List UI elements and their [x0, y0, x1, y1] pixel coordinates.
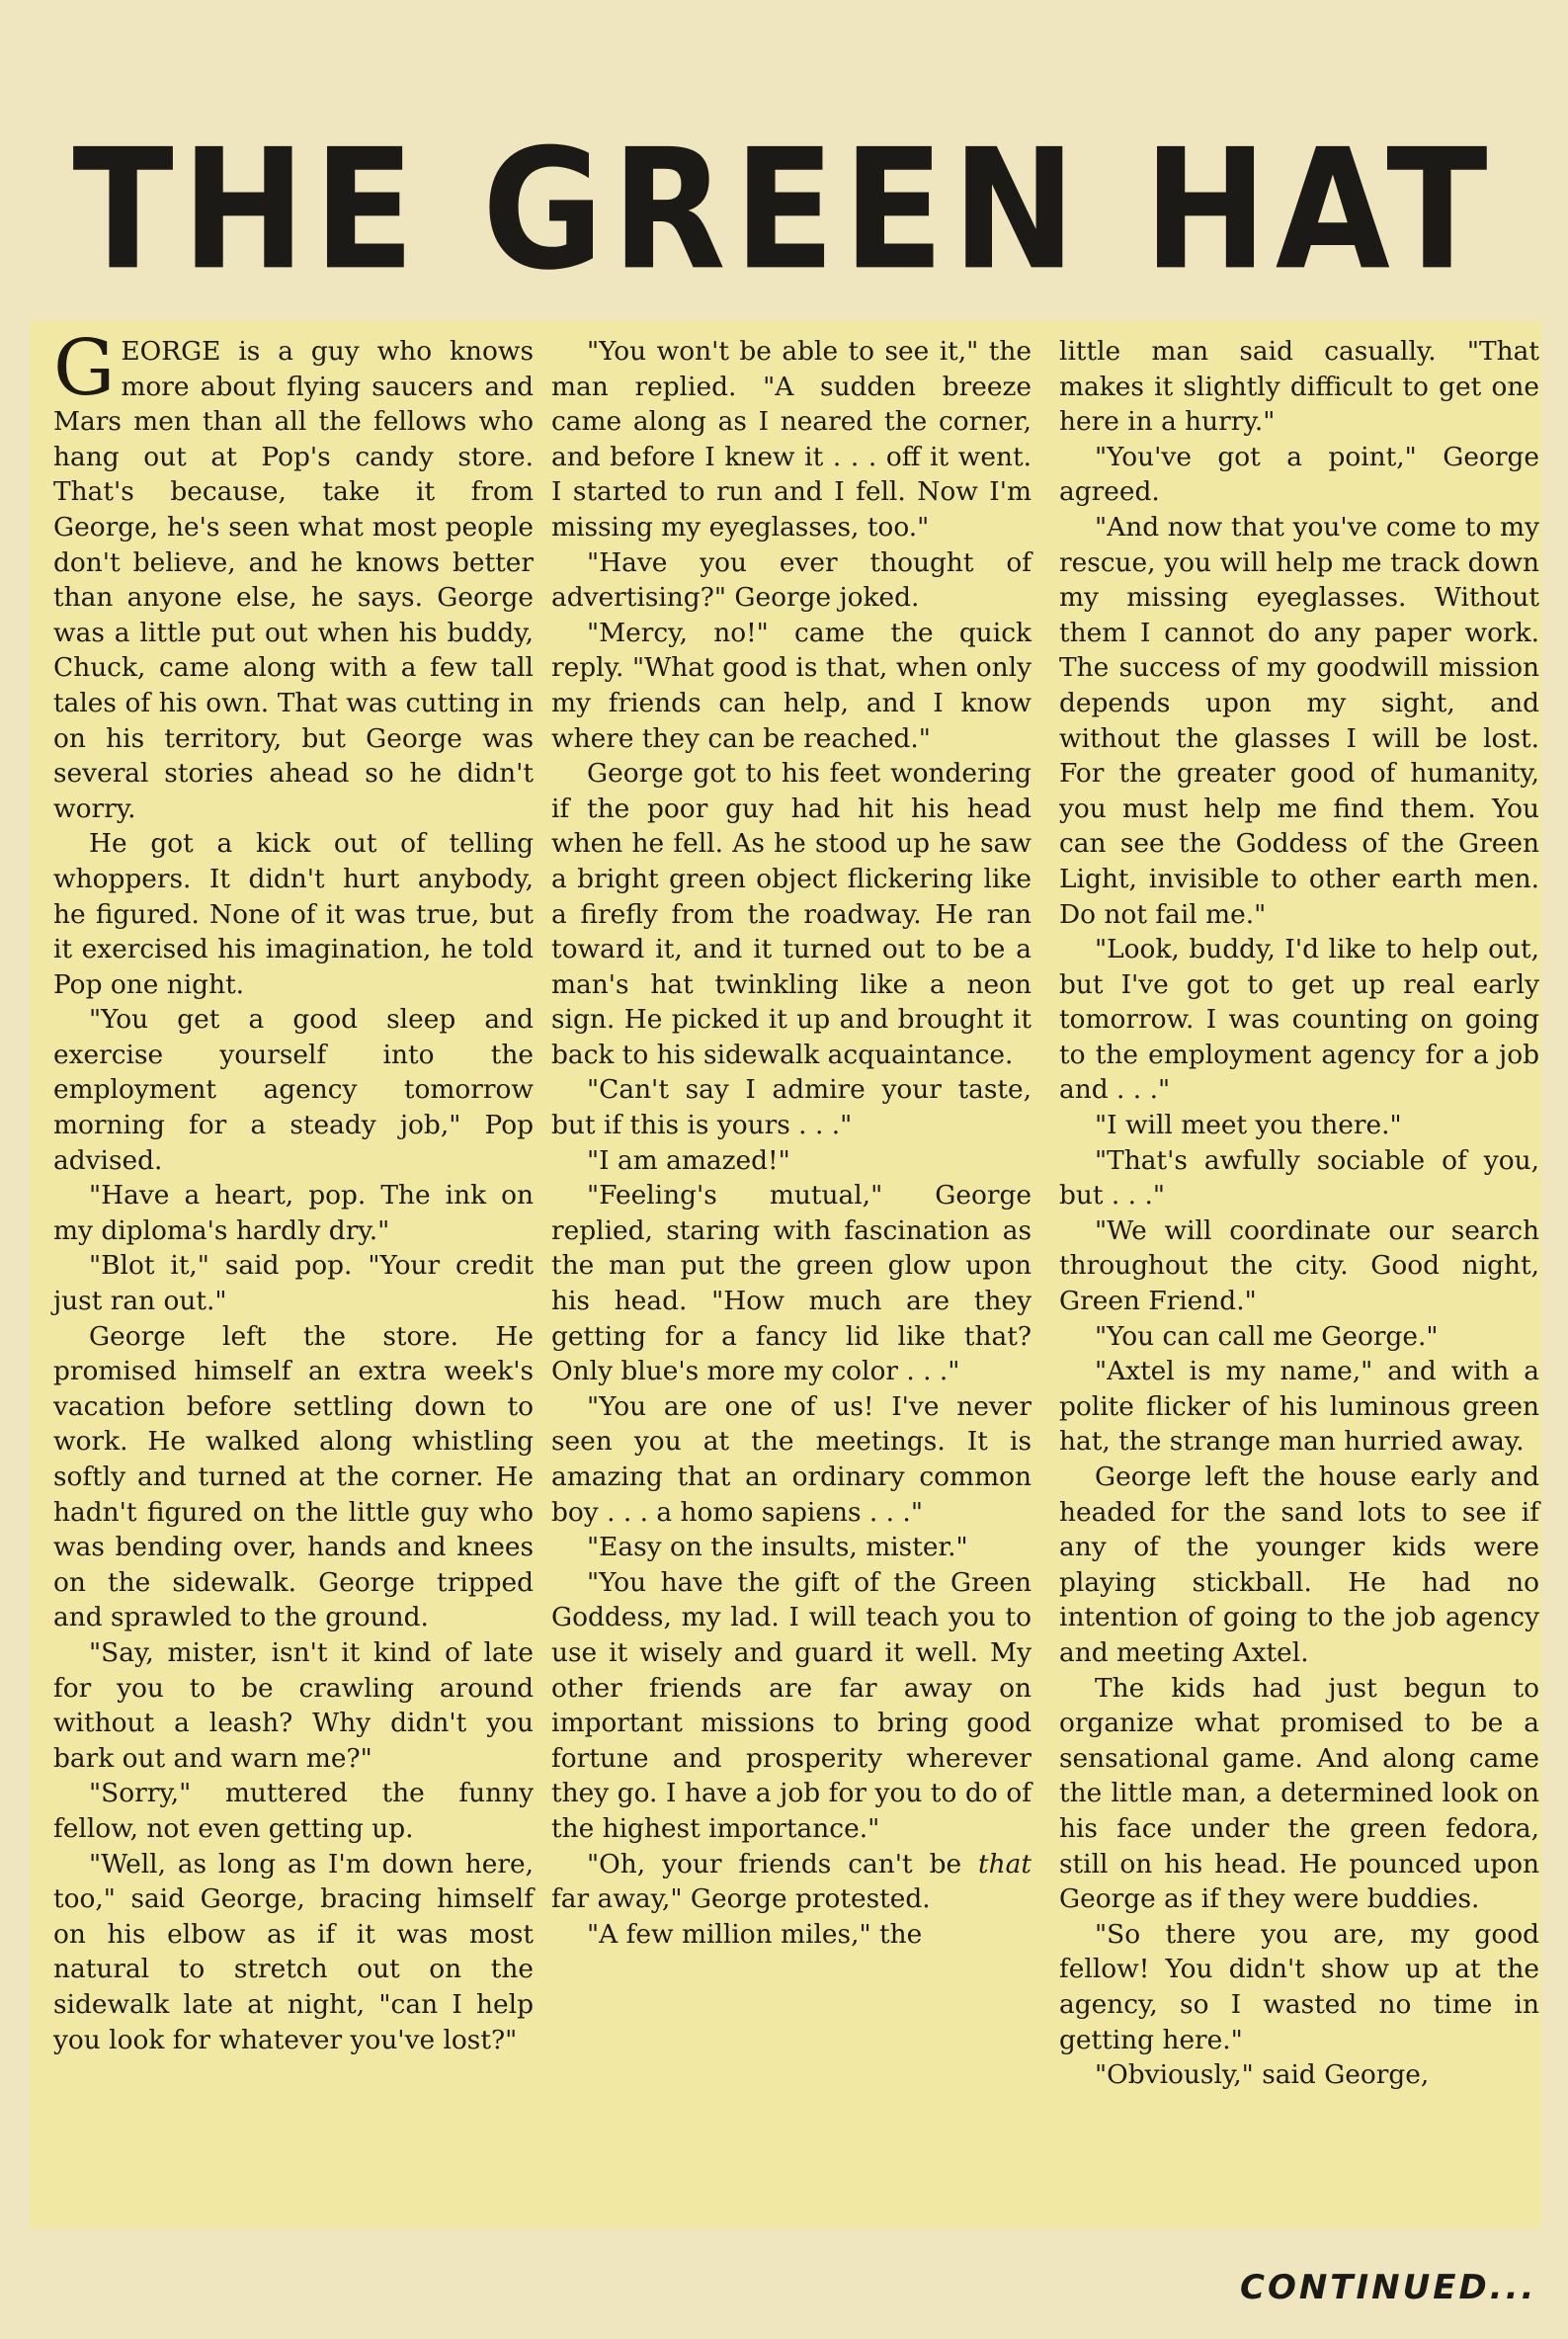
- drop-cap: G: [53, 324, 116, 413]
- continued-label: CONTINUED...: [1240, 2268, 1537, 2307]
- paragraph: "You can call me George.": [1095, 1320, 1439, 1352]
- paragraph: "Feeling's mutual," George replied, staring with fascination as the man put the green glow upon his head. "How much are they getting for a fancy lid like that? Only blue's more my color . . .": [551, 1180, 1032, 1387]
- paragraph: "So there you are, my good fellow! You didn't show up at the agency, so I wasted no time in getting here.": [1059, 1918, 1539, 2055]
- story-title: THE GREEN HAT: [72, 114, 1496, 307]
- paragraph: GEORGE is a guy who knows more about flying saucers and Mars men than all the fellows who hang out at Pop's candy store. That's because, take it from George, he's seen what most people don't believe, and he knows better than anyone else, he says. George was a little put out when his buddy, Chuck, came along with a few tall tales of his own. That was cutting in on his territory, but George was several stories ahead so he didn't worry.: [53, 324, 534, 824]
- paragraph: "Say, mister, isn't it kind of late for you to be crawling around without a leash? Why didn't you bark out and warn me?": [53, 1636, 534, 1774]
- paragraph: "We will coordinate our search throughout the city. Good night, Green Friend.": [1059, 1214, 1539, 1317]
- paragraph: "Have a heart, pop. The ink on my diploma's hardly dry.": [53, 1180, 534, 1246]
- paragraph: "Axtel is my name," and with a polite flicker of his luminous green hat, the strange man hurried away.: [1059, 1356, 1539, 1458]
- paragraph: George left the house early and headed for the sand lots to see if any of the younger kids were playing stickball. He had no intention of going to the job agency and meeting Axtel.: [1059, 1462, 1539, 1668]
- paragraph: "You get a good sleep and exercise yourself into the employment agency tomorrow morning for a steady job," Pop advised.: [53, 1004, 534, 1176]
- paragraph: "Blot it," said pop. "Your credit just ran out.": [53, 1250, 534, 1317]
- paragraph: "You've got a point," George agreed.: [1059, 441, 1539, 508]
- text-column-3: [1059, 334, 1539, 2093]
- paragraph: "Well, as long as I'm down here, too," said George, bracing himself on his elbow as if it was most natural to stretch out on the sidewalk late at night, "can I help you look for whatever you've lost?": [53, 1848, 534, 2055]
- paragraph: "Have you ever thought of advertising?" George joked.: [551, 546, 1032, 614]
- paragraph: The kids had just begun to organize what promised to be a sensational game. And along came the little man, a determined look on his face under the green fedora, still on his head. He pounced upon George as if they were buddies.: [1059, 1672, 1539, 1915]
- paragraph: "You are one of us! I've never seen you at the meetings. It is amazing that an ordinary common boy . . . a homo sapiens . . .": [551, 1390, 1032, 1528]
- paragraph: "Can't say I admire your taste, but if this is yours . . .": [551, 1074, 1032, 1141]
- paragraph: "And now that you've come to my rescue, you will help me track down my missing eyeglasses. Without them I cannot do any paper work. The success of my goodwill mission depends upon my sight, and without the glasses I will be lost. For the greater good of humanity, you must help me find them. You can see the Goddess of the Green Light, invisible to other earth men. Do not fail me.": [1059, 511, 1539, 930]
- paragraph: "Obviously," said George,: [1095, 2059, 1430, 2091]
- paragraph: "A few million miles," the: [587, 1918, 923, 1950]
- paragraph: "That's awfully sociable of you, but . . .": [1059, 1144, 1539, 1211]
- paragraph: "Oh, your friends can't be that far away," George protested.: [551, 1848, 1032, 1915]
- paragraph: "Sorry," muttered the funny fellow, not even getting up.: [53, 1778, 534, 1844]
- paragraph: He got a kick out of telling whoppers. It didn't hurt anybody, he figured. None of it was true, but it exercised his imagination, he told Pop one night.: [53, 828, 534, 1000]
- text-column-2: [551, 334, 1032, 1952]
- paragraph: "You won't be able to see it," the man replied. "A sudden breeze came along as I neared the corner, and before I knew it . . . off it went. I started to run and I fell. Now I'm missing my eyeglasses, too.": [551, 336, 1032, 543]
- paragraph: "Easy on the insults, mister.": [587, 1532, 968, 1563]
- paragraph: little man said casually. "That makes it slightly difficult to get one here in a hurry.": [1059, 336, 1539, 438]
- paragraph: George left the store. He promised himself an extra week's vacation before settling down to work. He walked along whistling softly and turned at the corner. He hadn't figured on the little guy who was bending over, hands and knees on the sidewalk. George tripped and sprawled to the ground.: [53, 1320, 534, 1633]
- paragraph: George got to his feet wondering if the poor guy had hit his head when he fell. As he stood up he saw a bright green object flickering like a firefly from the roadway. He ran toward it, and it turned out to be a man's hat twinkling like a neon sign. He picked it up and brought it back to his sidewalk acquaintance.: [551, 758, 1032, 1070]
- paragraph: "I will meet you there.": [1095, 1110, 1402, 1141]
- text-column-1: [53, 324, 534, 2057]
- paragraph: "Look, buddy, I'd like to help out, but I've got to get up real early tomorrow. I was counting on going to the employment agency for a job and . . .": [1059, 934, 1539, 1106]
- paragraph: "You have the gift of the Green Goddess, my lad. I will teach you to use it wisely and guard it well. My other friends are far away on important missions to bring good fortune and prosperity wherever they go. I have a job for you to do of the highest importance.": [551, 1566, 1032, 1844]
- paragraph: "Mercy, no!" came the quick reply. "What good is that, when only my friends can help, and I know where they can be reached.": [551, 617, 1032, 754]
- paragraph: "I am amazed!": [587, 1144, 790, 1176]
